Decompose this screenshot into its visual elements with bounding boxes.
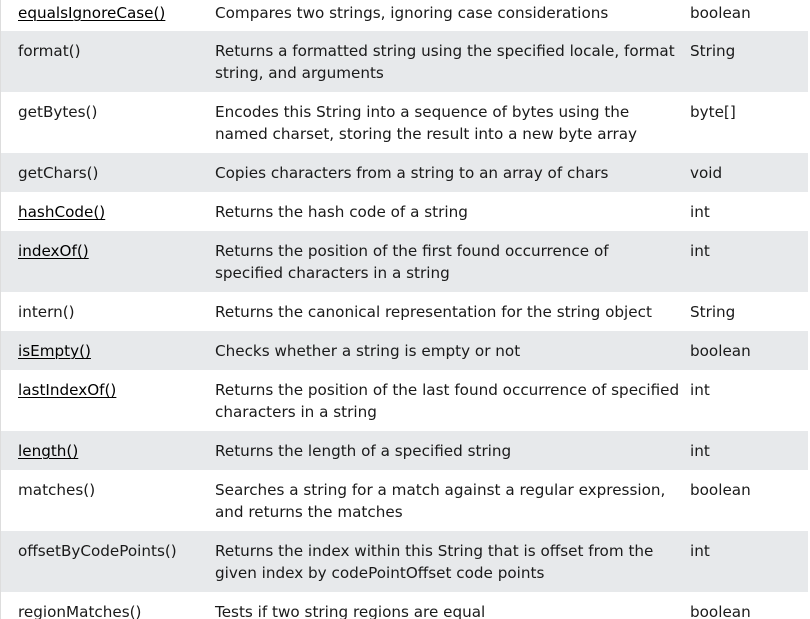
table-row bbox=[0, 592, 808, 619]
method-name: offsetByCodePoints() bbox=[18, 542, 177, 560]
method-link[interactable]: equalsIgnoreCase() bbox=[18, 4, 166, 22]
method-name: matches() bbox=[18, 481, 96, 499]
return-type: boolean bbox=[690, 481, 751, 499]
table-row bbox=[0, 431, 808, 471]
method-description: Searches a string for a match against a regular expression, and returns the matches bbox=[215, 481, 666, 521]
method-description: Returns the position of the last found occurrence of specified characters in a string bbox=[215, 381, 680, 421]
method-name: regionMatches() bbox=[18, 603, 142, 619]
method-description: Returns the length of a specified string bbox=[215, 442, 512, 460]
method-description: Returns the canonical representation for the string object bbox=[215, 303, 652, 321]
method-description: Returns a formatted string using the specified locale, format string, and arguments bbox=[215, 42, 675, 82]
method-link[interactable]: lastIndexOf() bbox=[18, 381, 117, 399]
return-type: boolean bbox=[690, 4, 751, 22]
return-type: String bbox=[690, 42, 736, 60]
table-row bbox=[0, 531, 808, 593]
return-type: boolean bbox=[690, 603, 751, 619]
table-row bbox=[0, 292, 808, 332]
method-name: intern() bbox=[18, 303, 75, 321]
method-description: Returns the hash code of a string bbox=[215, 203, 468, 221]
return-type: int bbox=[690, 542, 710, 560]
table-row bbox=[0, 370, 808, 432]
table-row bbox=[0, 231, 808, 293]
return-type: int bbox=[690, 203, 710, 221]
method-link[interactable]: isEmpty() bbox=[18, 342, 91, 360]
table-row bbox=[0, 470, 808, 532]
method-description: Compares two strings, ignoring case considerations bbox=[215, 4, 609, 22]
table-row bbox=[0, 153, 808, 193]
table-row bbox=[0, 331, 808, 371]
method-description: Tests if two string regions are equal bbox=[215, 603, 486, 619]
method-link[interactable]: hashCode() bbox=[18, 203, 106, 221]
method-description: Returns the index within this String that is offset from the given index by codePointOffset code points bbox=[215, 542, 654, 582]
method-name: format() bbox=[18, 42, 81, 60]
return-type: void bbox=[690, 164, 723, 182]
return-type: int bbox=[690, 242, 710, 260]
table-row bbox=[0, 92, 808, 154]
table-row bbox=[0, 192, 808, 232]
method-description: Checks whether a string is empty or not bbox=[215, 342, 521, 360]
return-type: boolean bbox=[690, 342, 751, 360]
table-row bbox=[0, 31, 808, 93]
method-link[interactable]: length() bbox=[18, 442, 79, 460]
method-link[interactable]: indexOf() bbox=[18, 242, 89, 260]
method-description: Encodes this String into a sequence of bytes using the named charset, storing the result into a new byte array bbox=[215, 103, 638, 143]
table-row bbox=[0, 0, 808, 32]
return-type: int bbox=[690, 442, 710, 460]
return-type: byte[] bbox=[690, 103, 736, 121]
method-name: getChars() bbox=[18, 164, 99, 182]
return-type: String bbox=[690, 303, 736, 321]
method-description: Copies characters from a string to an array of chars bbox=[215, 164, 609, 182]
method-description: Returns the position of the first found occurrence of specified characters in a string bbox=[215, 242, 609, 282]
method-name: getBytes() bbox=[18, 103, 98, 121]
return-type: int bbox=[690, 381, 710, 399]
